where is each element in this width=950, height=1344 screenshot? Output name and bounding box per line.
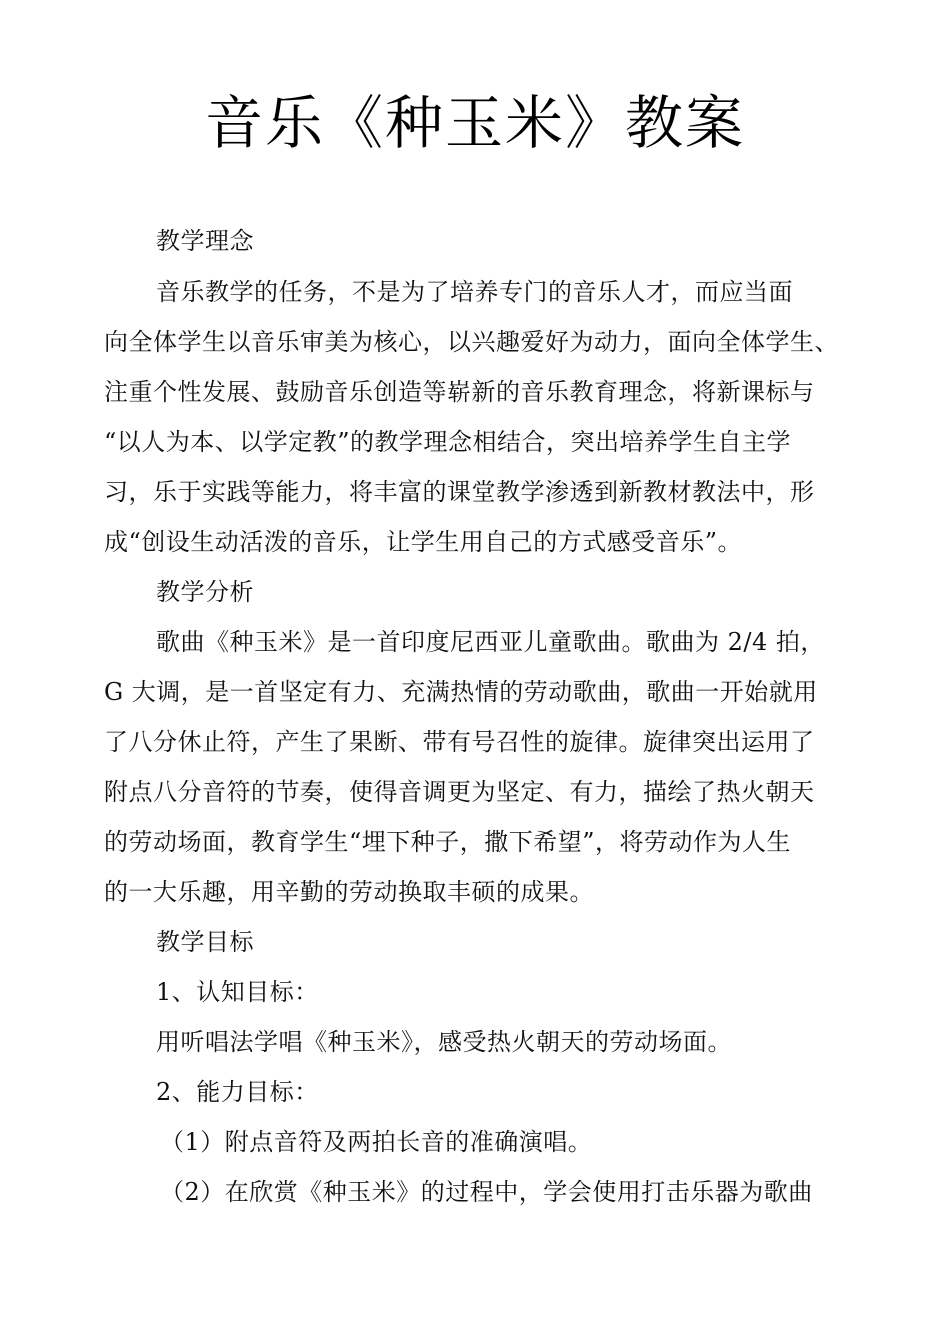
- section-heading-teaching-analysis: 教学分析: [156, 578, 254, 606]
- list-heading-ability-goal: 2、能力目标：: [156, 1078, 319, 1106]
- paragraph-line: G 大调，是一首坚定有力、充满热情的劳动歌曲，歌曲一开始就用: [104, 678, 818, 706]
- paragraph-line: “以人为本、以学定教”的教学理念相结合，突出培养学生自主学: [104, 428, 792, 456]
- paragraph-line: 附点八分音符的节奏，使得音调更为坚定、有力，描绘了热火朝天: [104, 778, 815, 806]
- paragraph-line: 了八分休止符，产生了果断、带有号召性的旋律。旋律突出运用了: [104, 728, 815, 756]
- paragraph-line: 注重个性发展、鼓励音乐创造等崭新的音乐教育理念，将新课标与: [104, 378, 815, 406]
- paragraph-line: 歌曲《种玉米》是一首印度尼西亚儿童歌曲。歌曲为 2/4 拍，: [156, 628, 825, 656]
- section-heading-teaching-goals: 教学目标: [156, 928, 254, 956]
- paragraph-line: 的劳动场面，教育学生“埋下种子，撒下希望”，将劳动作为人生: [104, 828, 792, 856]
- section-heading-teaching-philosophy: 教学理念: [156, 227, 254, 255]
- paragraph-line: 成“创设生动活泼的音乐，让学生用自己的方式感受音乐”。: [104, 528, 743, 556]
- document-title: 音乐《种玉米》教案: [204, 89, 745, 157]
- paragraph-line: 的一大乐趣，用辛勤的劳动换取丰硕的成果。: [104, 878, 594, 906]
- list-item: （2）在欣赏《种玉米》的过程中，学会使用打击乐器为歌曲: [160, 1178, 813, 1206]
- list-heading-cognitive-goal: 1、认知目标：: [156, 978, 319, 1006]
- paragraph-line: 用听唱法学唱《种玉米》，感受热火朝天的劳动场面。: [156, 1028, 732, 1056]
- paragraph-line: 音乐教学的任务，不是为了培养专门的音乐人才，而应当面: [156, 278, 793, 306]
- list-item: （1）附点音符及两拍长音的准确演唱。: [160, 1128, 593, 1156]
- paragraph-line: 向全体学生以音乐审美为核心，以兴趣爱好为动力，面向全体学生、: [104, 328, 839, 356]
- paragraph-line: 习，乐于实践等能力，将丰富的课堂教学渗透到新教材教法中，形: [104, 478, 815, 506]
